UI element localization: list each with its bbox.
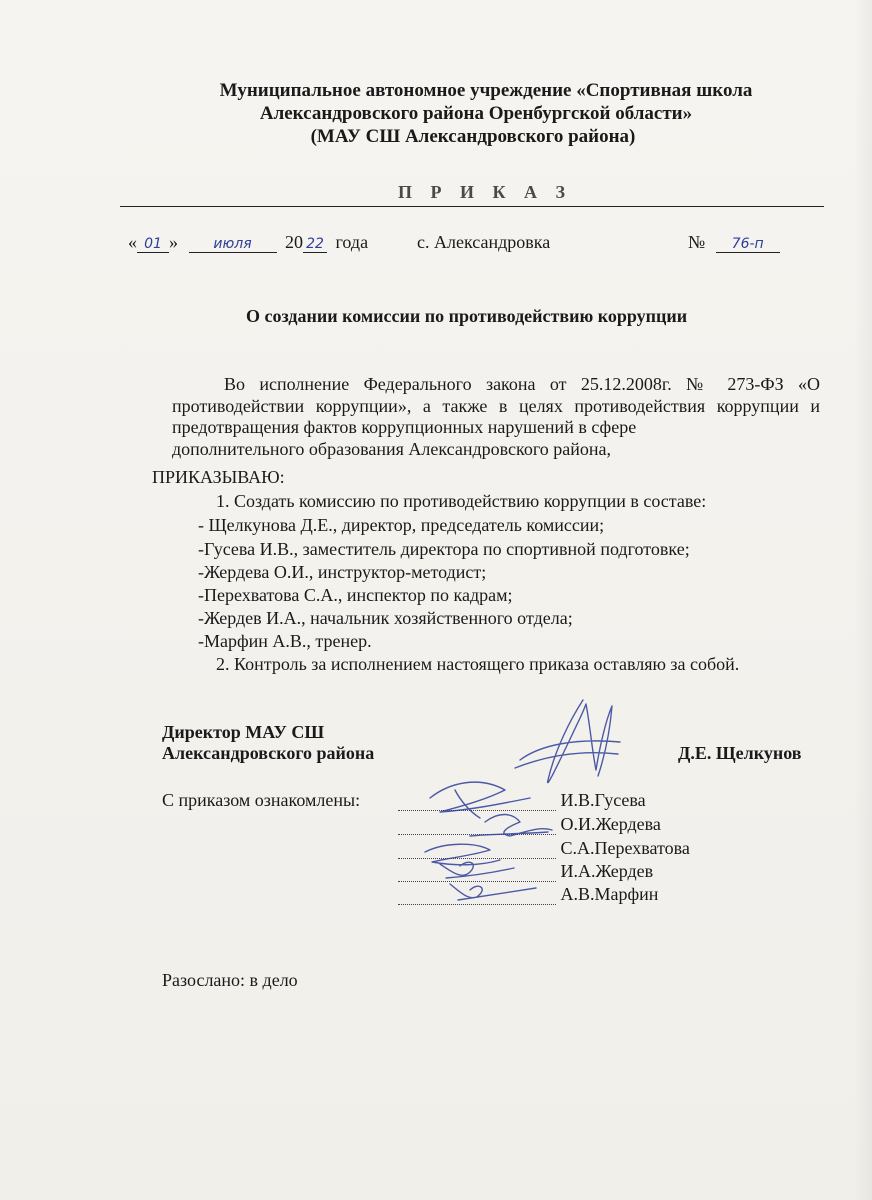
date-year-suffix: 22 bbox=[303, 236, 327, 253]
signature-line bbox=[398, 816, 556, 835]
acknowledgment-row bbox=[398, 884, 658, 905]
signatory-title-line-2: Александровского района bbox=[162, 743, 375, 763]
number-sign: № bbox=[688, 232, 706, 252]
page-edge-shadow bbox=[854, 0, 872, 1200]
member-line: -Перехватова С.А., инспектор по кадрам; bbox=[198, 585, 513, 605]
acknowledgment-row bbox=[398, 861, 653, 882]
date-year-word: года bbox=[335, 232, 369, 252]
member-line: - Щелкунова Д.Е., директор, председатель комиссии; bbox=[198, 515, 605, 535]
distribution-note: Разослано: в дело bbox=[162, 970, 298, 990]
acknowledger-name: О.И.Жердева bbox=[560, 814, 661, 834]
date-day: 01 bbox=[137, 236, 169, 253]
document-type: П Р И К А З bbox=[398, 182, 573, 202]
org-name-line-1: Муниципальное автономное учреждение «Спортивная школа bbox=[219, 80, 753, 101]
acknowledger-name: А.В.Марфин bbox=[560, 884, 659, 904]
member-line: -Марфин А.В., тренер. bbox=[198, 631, 372, 651]
order-title: О создании комиссии по противодействию коррупции bbox=[246, 306, 688, 326]
signature-line bbox=[398, 840, 556, 859]
order-item-1: 1. Создать комиссию по противодействию коррупции в составе: bbox=[216, 491, 707, 511]
open-quote: « bbox=[128, 232, 137, 252]
header-rule bbox=[120, 206, 824, 207]
signature-line bbox=[398, 792, 556, 811]
close-quote: » bbox=[169, 232, 178, 252]
org-name-line-2: Александровского района Оренбургской области» bbox=[259, 103, 693, 124]
acknowledger-name: И.В.Гусева bbox=[560, 790, 646, 810]
preamble-end: дополнительного образования Александровского района, bbox=[172, 438, 612, 459]
director-signature bbox=[515, 700, 620, 783]
acknowledger-name: С.А.Перехватова bbox=[560, 838, 690, 858]
date-month: июля bbox=[189, 236, 277, 253]
acknowledgment-row bbox=[398, 790, 646, 811]
order-number-field bbox=[688, 232, 780, 253]
member-line: -Гусева И.В., заместитель директора по спортивной подготовке; bbox=[198, 539, 690, 559]
org-short-name: (МАУ СШ Александровского района) bbox=[310, 126, 636, 147]
signature-line bbox=[398, 863, 556, 882]
preamble-paragraph bbox=[172, 374, 820, 460]
acknowledgment-row bbox=[398, 838, 690, 859]
signature-line bbox=[398, 886, 556, 905]
member-line: -Жердев И.А., начальник хозяйственного отдела; bbox=[198, 608, 573, 628]
acknowledgment-label: С приказом ознакомлены: bbox=[162, 790, 361, 810]
preamble-text: Во исполнение Федерального закона от 25.12.2008г. № 273-ФЗ «О противодействии коррупции», а также в целях противодействия коррупции и предотвращения фактов коррупционных нарушений в сфере bbox=[172, 374, 820, 437]
place: с. Александровка bbox=[417, 232, 551, 252]
order-item-2: 2. Контроль за исполнением настоящего приказа оставляю за собой. bbox=[216, 654, 740, 674]
signatory-title-line-1: Директор МАУ СШ bbox=[162, 722, 325, 742]
signatory-name: Д.Е. Щелкунов bbox=[678, 743, 802, 763]
date-field bbox=[128, 232, 368, 253]
member-line: -Жердева О.И., инструктор-методист; bbox=[198, 562, 487, 582]
order-number: 76-п bbox=[716, 236, 780, 253]
order-word: ПРИКАЗЫВАЮ: bbox=[152, 467, 285, 487]
acknowledger-name: И.А.Жердев bbox=[560, 861, 654, 881]
acknowledgment-row bbox=[398, 814, 661, 835]
date-year-prefix: 20 bbox=[285, 232, 303, 252]
